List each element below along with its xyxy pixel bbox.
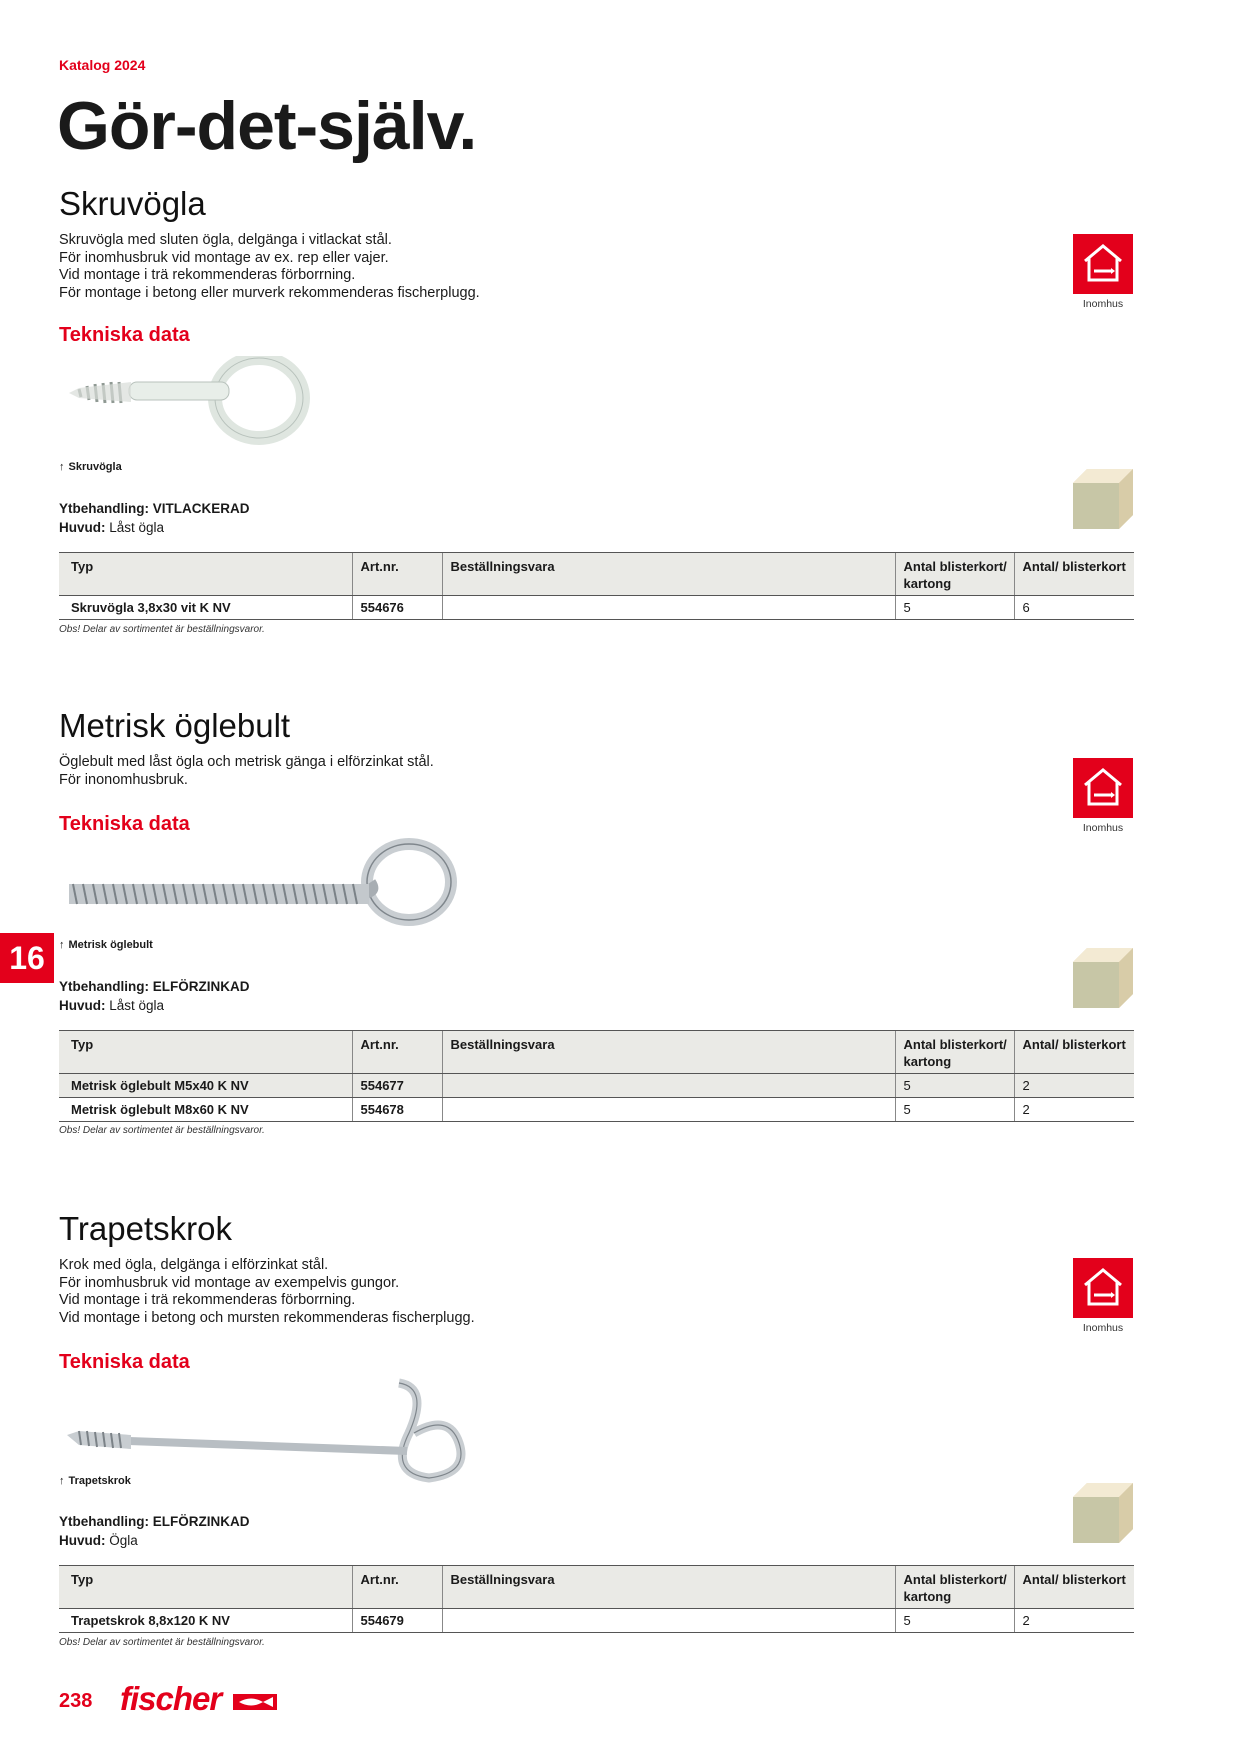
spec-table <box>59 1565 1134 1633</box>
spec-table <box>59 1030 1134 1122</box>
badge-label: Inomhus <box>1082 298 1124 310</box>
caption-text: Trapetskrok <box>68 1475 131 1487</box>
head-value: Låst ögla <box>109 997 165 1013</box>
col-header-art: Art.nr. <box>352 553 442 596</box>
screw-eye-image <box>59 356 319 456</box>
desc-line: Skruvögla med sluten ögla, delgänga i vitlackat stål. <box>59 232 392 248</box>
cell-best <box>442 596 895 620</box>
table-row <box>59 1609 1134 1633</box>
badge-label: Inomhus <box>1082 1322 1124 1334</box>
surface-value: ELFÖRZINKAD <box>152 979 250 994</box>
arrow-up-icon: ↑ <box>59 1475 65 1487</box>
col-header-antal-kartong: Antal blisterkort/ kartong <box>895 553 1014 596</box>
cell-art: 554679 <box>352 1609 442 1633</box>
col-header-typ: Typ <box>59 553 352 596</box>
house-drill-icon <box>1073 758 1133 818</box>
cell-antal-kartong: 5 <box>895 1609 1014 1633</box>
product-meta <box>59 1513 250 1550</box>
table-row <box>59 596 1134 620</box>
col-header-art: Art.nr. <box>352 1031 442 1074</box>
col-header-best: Beställningsvara <box>442 1031 895 1074</box>
spec-table <box>59 552 1134 620</box>
head-label: Huvud: <box>59 997 106 1013</box>
wood-block-icon <box>1073 948 1133 1008</box>
arrow-up-icon: ↑ <box>59 461 65 473</box>
tech-data-heading: Tekniska data <box>59 324 190 346</box>
surface-value: VITLACKERAD <box>152 501 250 516</box>
surface-label: Ytbehandling: <box>59 979 149 994</box>
section-description <box>59 1257 475 1327</box>
page-number: 238 <box>59 1690 93 1712</box>
section-description <box>59 232 480 302</box>
cell-art: 554676 <box>352 596 442 620</box>
cell-typ: Metrisk öglebult M5x40 K NV <box>59 1074 352 1098</box>
table-row <box>59 1074 1134 1098</box>
wood-block-icon <box>1073 1483 1133 1543</box>
house-drill-icon <box>1073 1258 1133 1318</box>
cell-antal-kartong: 5 <box>895 1074 1014 1098</box>
house-drill-icon <box>1073 234 1133 294</box>
badge-label: Inomhus <box>1082 822 1124 834</box>
surface-label: Ytbehandling: <box>59 1514 149 1529</box>
order-note: Obs! Delar av sortimentet är beställningsvaror. <box>59 1637 265 1648</box>
col-header-antal-blister: Antal/ blisterkort <box>1014 1031 1134 1074</box>
head-label: Huvud: <box>59 519 106 535</box>
indoor-badge <box>1073 1258 1133 1334</box>
col-header-art: Art.nr. <box>352 1566 442 1609</box>
cell-antal-kartong: 5 <box>895 596 1014 620</box>
indoor-badge <box>1073 758 1133 834</box>
order-note: Obs! Delar av sortimentet är beställningsvaror. <box>59 624 265 635</box>
cell-antal-blister: 2 <box>1014 1609 1134 1633</box>
desc-line: Öglebult med låst ögla och metrisk gänga i elförzinkat stål. <box>59 754 434 770</box>
cell-art: 554678 <box>352 1098 442 1122</box>
product-meta <box>59 978 250 1015</box>
cell-typ: Skruvögla 3,8x30 vit K NV <box>59 596 352 620</box>
cell-antal-blister: 2 <box>1014 1098 1134 1122</box>
cell-typ: Trapetskrok 8,8x120 K NV <box>59 1609 352 1633</box>
desc-line: Vid montage i trä rekommenderas förborrning. <box>59 267 356 283</box>
desc-line: Vid montage i trä rekommenderas förborrning. <box>59 1292 356 1308</box>
tech-data-heading: Tekniska data <box>59 813 190 835</box>
brand-logo: fischer <box>120 1680 222 1717</box>
trapeze-hook-image <box>59 1373 479 1483</box>
fischer-fish-icon <box>233 1692 277 1712</box>
desc-line: Vid montage i betong och mursten rekommenderas fischerplugg. <box>59 1309 475 1326</box>
indoor-badge <box>1073 234 1133 310</box>
desc-line: För inomhusbruk vid montage av exempelvis gungor. <box>59 1274 400 1291</box>
section-description <box>59 754 434 789</box>
desc-line: Krok med ögla, delgänga i elförzinkat stål. <box>59 1257 329 1273</box>
cell-best <box>442 1609 895 1633</box>
head-value: Låst ögla <box>109 519 165 535</box>
wood-block-icon <box>1073 469 1133 529</box>
cell-antal-blister: 2 <box>1014 1074 1134 1098</box>
section-title: Skruvögla <box>59 185 206 222</box>
surface-value: ELFÖRZINKAD <box>152 1514 250 1529</box>
head-value: Ögla <box>109 1532 138 1548</box>
section-title: Metrisk öglebult <box>59 707 291 744</box>
page-title: Gör-det-själv. <box>57 88 477 164</box>
product-meta <box>59 500 250 537</box>
tech-data-heading: Tekniska data <box>59 1351 190 1373</box>
caption-text: Metrisk öglebult <box>68 939 153 951</box>
desc-line: För montage i betong eller murverk rekommenderas fischerplugg. <box>59 284 480 301</box>
table-row <box>59 1098 1134 1122</box>
catalog-label: Katalog 2024 <box>59 57 146 73</box>
cell-art: 554677 <box>352 1074 442 1098</box>
order-note: Obs! Delar av sortimentet är beställningsvaror. <box>59 1125 265 1136</box>
eye-bolt-image <box>59 834 479 934</box>
cell-best <box>442 1074 895 1098</box>
section-title: Trapetskrok <box>59 1210 232 1247</box>
col-header-antal-blister: Antal/ blisterkort <box>1014 553 1134 596</box>
cell-antal-blister: 6 <box>1014 596 1134 620</box>
desc-line: För inonomhusbruk. <box>59 771 188 788</box>
head-label: Huvud: <box>59 1532 106 1548</box>
col-header-antal-kartong: Antal blisterkort/ kartong <box>895 1031 1014 1074</box>
caption-text: Skruvögla <box>68 461 122 473</box>
image-caption <box>59 461 122 473</box>
cell-antal-kartong: 5 <box>895 1098 1014 1122</box>
col-header-antal-kartong: Antal blisterkort/ kartong <box>895 1566 1014 1609</box>
col-header-antal-blister: Antal/ blisterkort <box>1014 1566 1134 1609</box>
arrow-up-icon: ↑ <box>59 939 65 951</box>
image-caption <box>59 1475 131 1487</box>
col-header-best: Beställningsvara <box>442 1566 895 1609</box>
image-caption <box>59 939 153 951</box>
col-header-best: Beställningsvara <box>442 553 895 596</box>
col-header-typ: Typ <box>59 1566 352 1609</box>
cell-typ: Metrisk öglebult M8x60 K NV <box>59 1098 352 1122</box>
cell-best <box>442 1098 895 1122</box>
col-header-typ: Typ <box>59 1031 352 1074</box>
chapter-tab: 16 <box>0 933 54 983</box>
desc-line: För inomhusbruk vid montage av ex. rep eller vajer. <box>59 249 389 266</box>
surface-label: Ytbehandling: <box>59 501 149 516</box>
